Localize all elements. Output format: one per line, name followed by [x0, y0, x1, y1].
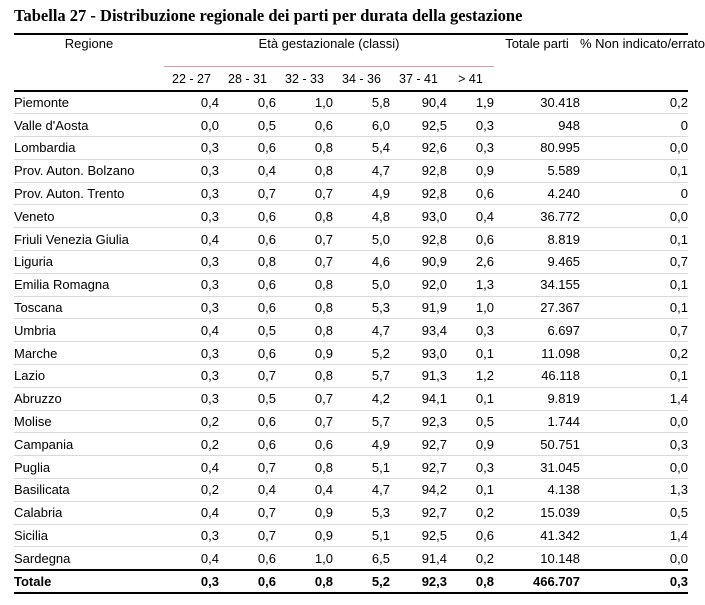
class-value: 0,6 — [314, 117, 333, 133]
table-row — [14, 137, 688, 160]
region-name: Emilia Romagna — [14, 277, 110, 293]
total-births-value: 4.240 — [547, 186, 580, 202]
class-value: 0,2 — [200, 436, 219, 452]
class-value: 1,0 — [314, 95, 333, 111]
class-value: 0,8 — [257, 254, 276, 270]
not-indicated-value: 1,4 — [669, 391, 688, 407]
class-value: 0,7 — [257, 186, 276, 202]
class-value: 4,6 — [371, 254, 390, 270]
class-value: 0,9 — [475, 163, 494, 179]
class-value: 0,8 — [314, 573, 333, 589]
class-value: 0,4 — [200, 459, 219, 475]
class-value: 0,4 — [200, 231, 219, 247]
total-births-value: 9.465 — [547, 254, 580, 270]
region-name: Toscana — [14, 300, 63, 316]
class-value: 4,7 — [371, 322, 390, 338]
header-region: Regione — [64, 36, 114, 51]
class-value: 0,5 — [257, 117, 276, 133]
total-births-value: 27.367 — [540, 300, 580, 316]
total-births-value: 8.819 — [547, 231, 580, 247]
not-indicated-value: 0,5 — [669, 505, 688, 521]
total-births-value: 50.751 — [540, 436, 580, 452]
not-indicated-value: 0,7 — [669, 322, 688, 338]
table-row — [14, 501, 688, 524]
header-total-births: Totale parti — [505, 36, 569, 51]
region-name: Totale — [14, 573, 52, 589]
total-births-value: 5.589 — [547, 163, 580, 179]
not-indicated-value: 1,3 — [669, 482, 688, 498]
class-value: 0,8 — [314, 208, 333, 224]
class-value: 0,3 — [475, 322, 494, 338]
class-value: 0,7 — [314, 414, 333, 430]
total-births-value: 11.098 — [541, 345, 580, 361]
class-value: 93,0 — [421, 345, 447, 361]
not-indicated-value: 0,3 — [669, 436, 688, 452]
region-name: Calabria — [14, 505, 63, 521]
not-indicated-value: 0 — [680, 186, 688, 202]
class-value: 93,0 — [421, 208, 447, 224]
total-births-value: 80.995 — [540, 140, 580, 156]
total-births-value: 36.772 — [540, 208, 580, 224]
class-value: 0,6 — [257, 277, 276, 293]
class-value: 0,4 — [200, 550, 219, 566]
class-value: 0,4 — [475, 208, 494, 224]
class-value: 0,2 — [475, 505, 494, 521]
table-row — [14, 182, 688, 205]
class-value: 5,7 — [371, 368, 390, 384]
class-value: 92,8 — [421, 163, 447, 179]
class-value: 4,9 — [371, 436, 390, 452]
class-value: 90,4 — [421, 95, 447, 111]
not-indicated-value: 0,0 — [669, 140, 688, 156]
region-name: Prov. Auton. Trento — [14, 186, 125, 202]
total-births-value: 34.155 — [540, 277, 580, 293]
class-value: 5,2 — [371, 573, 390, 589]
class-value: 0,6 — [257, 140, 276, 156]
class-value: 0,5 — [257, 322, 276, 338]
class-value: 4,7 — [371, 163, 390, 179]
class-value: 92,3 — [421, 414, 447, 430]
class-value: 0,8 — [314, 140, 333, 156]
class-value: 0,7 — [314, 391, 333, 407]
header-class-34-36: 34 - 36 — [333, 67, 390, 92]
class-value: 0,4 — [200, 505, 219, 521]
table-row — [14, 114, 688, 137]
region-name: Friuli Venezia Giulia — [14, 231, 129, 247]
table-row — [14, 273, 688, 296]
region-name: Puglia — [14, 459, 51, 475]
total-births-value: 9.819 — [547, 391, 580, 407]
table-row — [14, 251, 688, 274]
class-value: 0,5 — [257, 391, 276, 407]
total-births-value: 31.045 — [540, 459, 580, 475]
class-value: 92,5 — [421, 528, 447, 544]
class-value: 0,6 — [475, 528, 494, 544]
class-value: 92,8 — [421, 231, 447, 247]
region-name: Valle d'Aosta — [14, 117, 89, 133]
class-value: 0,4 — [200, 95, 219, 111]
table-row — [14, 365, 688, 388]
total-row — [14, 570, 688, 593]
region-name: Abruzzo — [14, 391, 62, 407]
table-row — [14, 433, 688, 456]
table-row — [14, 456, 688, 479]
region-name: Marche — [14, 345, 58, 361]
not-indicated-value: 0,1 — [669, 277, 688, 293]
class-value: 0,3 — [200, 163, 219, 179]
class-value: 0,8 — [314, 277, 333, 293]
class-value: 0,3 — [200, 368, 219, 384]
not-indicated-value: 0 — [680, 117, 688, 133]
total-births-value: 948 — [558, 117, 580, 133]
not-indicated-value: 0,3 — [669, 573, 688, 589]
table-row — [14, 228, 688, 251]
total-births-value: 10.148 — [540, 550, 580, 566]
table-row — [14, 159, 688, 182]
class-value: 0,3 — [200, 140, 219, 156]
class-value: 5,3 — [371, 300, 390, 316]
class-value: 2,6 — [475, 254, 494, 270]
table-row — [14, 547, 688, 570]
class-value: 0,8 — [314, 459, 333, 475]
class-value: 92,7 — [421, 505, 447, 521]
regional-births-table — [14, 33, 705, 594]
region-name: Basilicata — [14, 482, 70, 498]
class-value: 1,9 — [475, 95, 494, 111]
class-value: 0,1 — [475, 345, 494, 361]
header-class-37-41: 37 - 41 — [390, 67, 447, 92]
class-value: 0,6 — [475, 186, 494, 202]
table-row — [14, 205, 688, 228]
region-name: Sicilia — [14, 528, 48, 544]
header-class-over-41: > 41 — [447, 67, 494, 92]
class-value: 0,7 — [314, 186, 333, 202]
not-indicated-value: 0,0 — [669, 208, 688, 224]
class-value: 0,3 — [200, 391, 219, 407]
table-row — [14, 342, 688, 365]
class-value: 0,2 — [200, 482, 219, 498]
class-value: 1,0 — [314, 550, 333, 566]
not-indicated-value: 0,1 — [669, 368, 688, 384]
class-value: 4,8 — [371, 208, 390, 224]
not-indicated-value: 0,1 — [669, 163, 688, 179]
class-value: 0,9 — [314, 345, 333, 361]
not-indicated-value: 0,1 — [669, 300, 688, 316]
class-value: 92,5 — [421, 117, 447, 133]
class-value: 0,6 — [257, 208, 276, 224]
not-indicated-value: 0,1 — [669, 231, 688, 247]
total-births-value: 30.418 — [540, 95, 580, 111]
table-row — [14, 387, 688, 410]
table-title: Tabella 27 - Distribuzione regionale dei parti per durata della gestazione — [14, 6, 523, 25]
class-value: 4,2 — [371, 391, 390, 407]
class-value: 0,7 — [314, 254, 333, 270]
class-value: 91,4 — [421, 550, 447, 566]
class-value: 5,2 — [371, 345, 390, 361]
class-value: 5,7 — [371, 414, 390, 430]
not-indicated-value: 0,2 — [669, 95, 688, 111]
class-value: 0,4 — [314, 482, 333, 498]
class-value: 0,3 — [475, 459, 494, 475]
not-indicated-value: 0,7 — [669, 254, 688, 270]
table-row — [14, 524, 688, 547]
class-value: 6,0 — [371, 117, 390, 133]
class-value: 0,3 — [200, 573, 219, 589]
class-value: 5,8 — [371, 95, 390, 111]
total-births-value: 6.697 — [547, 322, 580, 338]
total-births-value: 15.039 — [540, 505, 580, 521]
class-value: 0,6 — [257, 95, 276, 111]
class-value: 91,9 — [421, 300, 447, 316]
class-value: 94,1 — [421, 391, 447, 407]
class-value: 94,2 — [421, 482, 447, 498]
class-value: 0,3 — [200, 300, 219, 316]
total-births-value: 4.138 — [547, 482, 580, 498]
table-row — [14, 479, 688, 502]
class-value: 92,3 — [421, 573, 447, 589]
class-value: 6,5 — [371, 550, 390, 566]
region-name: Molise — [14, 414, 52, 430]
class-value: 0,2 — [200, 414, 219, 430]
header-not-indicated: % Non indicato/errato — [580, 36, 705, 51]
region-name: Liguria — [14, 254, 54, 270]
not-indicated-value: 0,0 — [669, 414, 688, 430]
class-value: 0,5 — [475, 414, 494, 430]
class-value: 0,0 — [200, 117, 219, 133]
class-value: 0,9 — [314, 505, 333, 521]
region-name: Umbria — [14, 322, 56, 338]
class-value: 93,4 — [421, 322, 447, 338]
class-value: 0,4 — [200, 322, 219, 338]
region-name: Campania — [14, 436, 74, 452]
class-value: 0,7 — [257, 459, 276, 475]
total-births-value: 1.744 — [547, 414, 580, 430]
class-value: 0,6 — [257, 436, 276, 452]
total-births-value: 46.118 — [541, 368, 580, 384]
class-value: 0,7 — [257, 368, 276, 384]
table-row — [14, 296, 688, 319]
class-value: 1,3 — [475, 277, 494, 293]
class-value: 4,7 — [371, 482, 390, 498]
class-value: 90,9 — [421, 254, 447, 270]
class-value: 4,9 — [371, 186, 390, 202]
class-value: 0,6 — [257, 414, 276, 430]
class-value: 0,6 — [257, 573, 276, 589]
class-value: 0,3 — [200, 208, 219, 224]
class-value: 0,4 — [257, 482, 276, 498]
not-indicated-value: 0,0 — [669, 459, 688, 475]
class-value: 5,0 — [371, 231, 390, 247]
class-value: 0,6 — [257, 345, 276, 361]
class-value: 5,1 — [371, 459, 390, 475]
class-value: 0,8 — [314, 300, 333, 316]
class-value: 0,3 — [200, 254, 219, 270]
class-value: 5,3 — [371, 505, 390, 521]
class-value: 0,4 — [257, 163, 276, 179]
class-value: 0,7 — [257, 505, 276, 521]
header-class-28-31: 28 - 31 — [219, 67, 276, 92]
class-value: 0,3 — [200, 528, 219, 544]
header-gestational-age: Età gestazionale (classi) — [258, 36, 400, 51]
class-value: 0,3 — [200, 345, 219, 361]
table-row — [14, 91, 688, 114]
not-indicated-value: 1,4 — [669, 528, 688, 544]
header-class-32-33: 32 - 33 — [276, 67, 333, 92]
region-name: Lazio — [14, 368, 46, 384]
class-value: 0,6 — [314, 436, 333, 452]
class-value: 0,8 — [314, 322, 333, 338]
class-value: 0,3 — [200, 277, 219, 293]
region-name: Veneto — [14, 208, 55, 224]
region-name: Prov. Auton. Bolzano — [14, 163, 135, 179]
class-value: 5,1 — [371, 528, 390, 544]
total-births-value: 466.707 — [533, 573, 580, 589]
class-value: 0,3 — [475, 140, 494, 156]
class-value: 0,9 — [314, 528, 333, 544]
class-value: 0,2 — [475, 550, 494, 566]
class-value: 1,2 — [475, 368, 494, 384]
class-value: 0,8 — [475, 573, 494, 589]
class-value: 0,8 — [314, 368, 333, 384]
class-value: 0,3 — [200, 186, 219, 202]
class-value: 0,6 — [475, 231, 494, 247]
header-class-22-27: 22 - 27 — [164, 67, 219, 92]
class-value: 0,6 — [257, 300, 276, 316]
total-births-value: 41.342 — [540, 528, 580, 544]
class-value: 92,7 — [421, 459, 447, 475]
class-value: 0,7 — [257, 528, 276, 544]
class-value: 91,3 — [421, 368, 447, 384]
class-value: 5,4 — [371, 140, 390, 156]
region-name: Piemonte — [14, 95, 69, 111]
header-region-spacer — [14, 67, 164, 92]
not-indicated-value: 0,2 — [669, 345, 688, 361]
region-name: Sardegna — [14, 550, 71, 566]
class-value: 0,8 — [314, 163, 333, 179]
table-row — [14, 410, 688, 433]
class-value: 0,7 — [314, 231, 333, 247]
class-value: 92,7 — [421, 436, 447, 452]
class-value: 0,1 — [475, 482, 494, 498]
class-value: 1,0 — [475, 300, 494, 316]
class-value: 5,0 — [371, 277, 390, 293]
class-value: 92,0 — [421, 277, 447, 293]
table-row — [14, 319, 688, 342]
not-indicated-value: 0,0 — [669, 550, 688, 566]
class-value: 0,3 — [475, 117, 494, 133]
class-value: 0,6 — [257, 550, 276, 566]
class-value: 92,6 — [421, 140, 447, 156]
class-value: 92,8 — [421, 186, 447, 202]
class-value: 0,1 — [475, 391, 494, 407]
class-value: 0,6 — [257, 231, 276, 247]
class-value: 0,9 — [475, 436, 494, 452]
region-name: Lombardia — [14, 140, 76, 156]
